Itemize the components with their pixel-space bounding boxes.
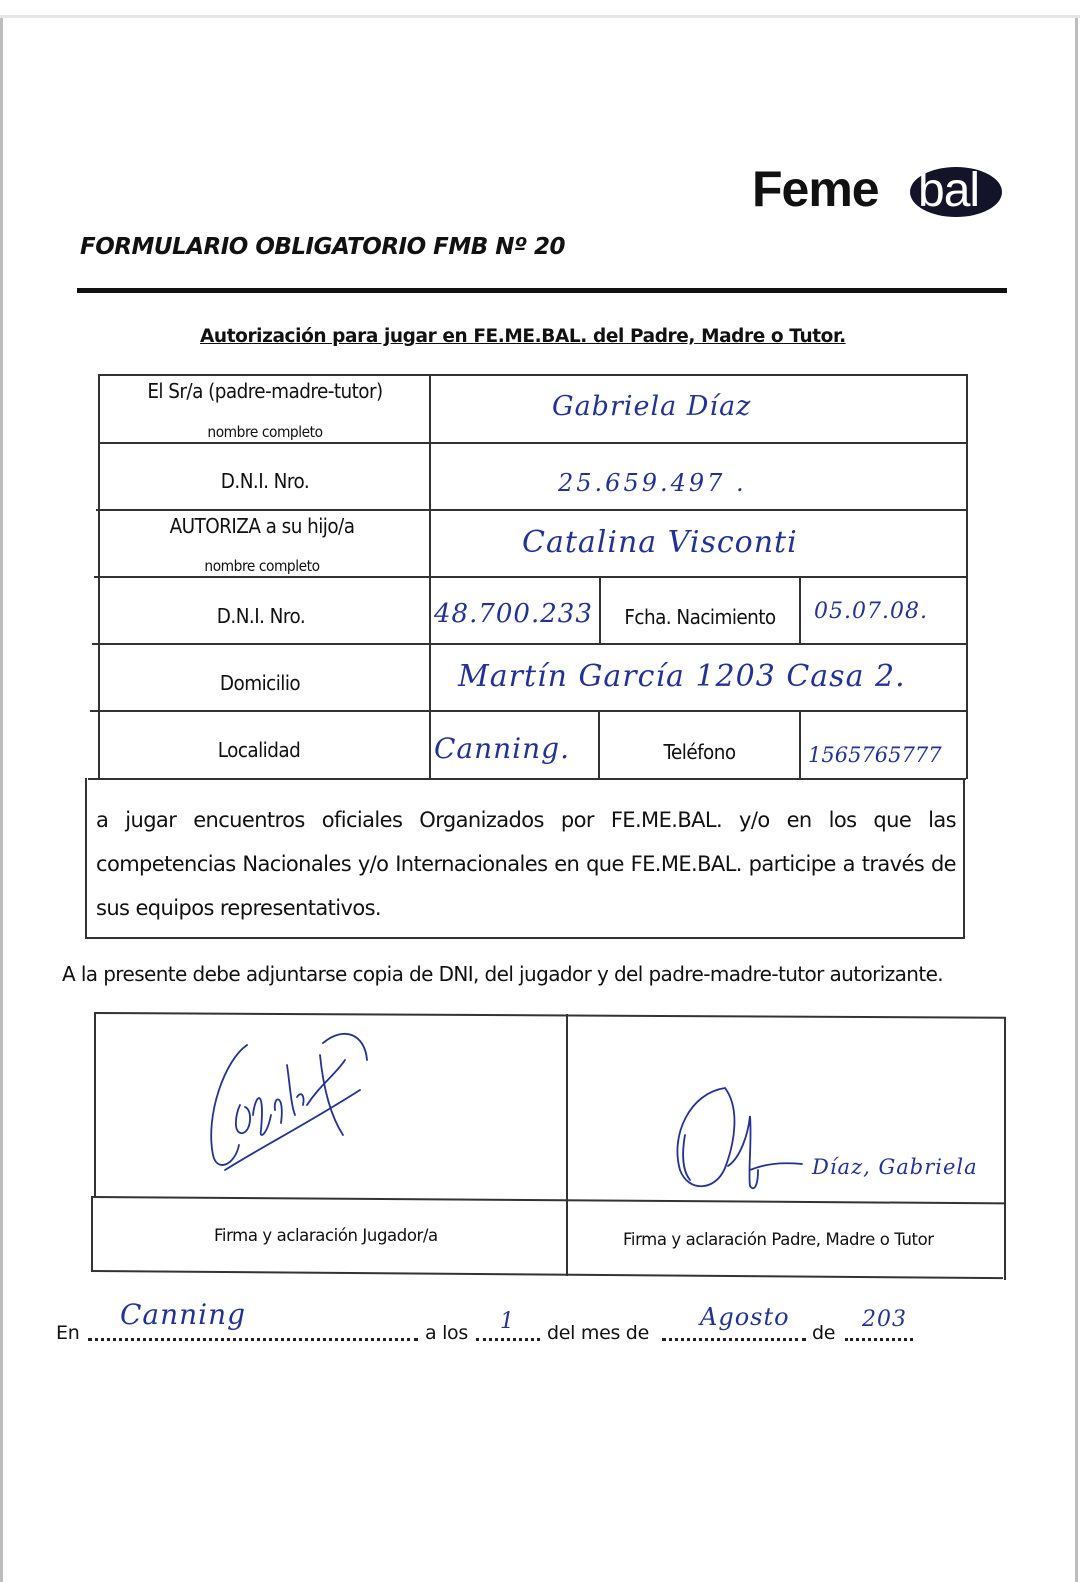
parent-label: El Sr/a (padre-madre-tutor) bbox=[147, 379, 383, 403]
title-rule bbox=[77, 288, 1007, 293]
table-border bbox=[91, 1270, 1003, 1279]
locality-label: Localidad bbox=[217, 738, 301, 762]
femebal-logo bbox=[752, 162, 1002, 222]
parent-signature[interactable] bbox=[670, 1080, 810, 1195]
closing-mes-label: del mes de bbox=[547, 1322, 649, 1344]
parent-signature-clarification: Díaz, Gabriela bbox=[812, 1155, 978, 1179]
year-dotted-line bbox=[845, 1338, 913, 1341]
table-border bbox=[799, 577, 801, 644]
table-border bbox=[429, 374, 431, 780]
player-signature[interactable] bbox=[195, 1015, 395, 1185]
table-border bbox=[93, 1196, 1005, 1204]
table-border bbox=[85, 937, 965, 939]
table-border bbox=[92, 643, 968, 645]
table-border bbox=[799, 711, 801, 780]
signature-strokes bbox=[211, 1034, 367, 1170]
scan-edge-left bbox=[0, 18, 3, 1582]
logo-text-feme: Feme bbox=[752, 161, 879, 217]
signature-strokes bbox=[677, 1088, 802, 1188]
phone-field[interactable]: 1565765777 bbox=[808, 743, 942, 767]
closing-en-label: En bbox=[56, 1322, 80, 1344]
table-border bbox=[98, 442, 968, 444]
child-sublabel: nombre completo bbox=[204, 557, 320, 575]
parent-name-field[interactable]: Gabriela Díaz bbox=[552, 391, 752, 422]
authorization-text: a jugar encuentros oficiales Organizados por FE.ME.BAL. y/o en los que las competencias Nacionales y/o Internacionales en que FE.ME.BAL. participe a través de sus equipos representativos. bbox=[96, 808, 956, 920]
table-border bbox=[85, 778, 87, 939]
table-border bbox=[966, 374, 968, 779]
table-border bbox=[599, 577, 601, 644]
birthdate-label: Fcha. Nacimiento bbox=[624, 605, 776, 629]
parent-signature-label: Firma y aclaración Padre, Madre o Tutor bbox=[623, 1230, 934, 1249]
parent-dni-field[interactable]: 25.659.497 . bbox=[558, 469, 747, 497]
player-signature-label: Firma y aclaración Jugador/a bbox=[214, 1226, 438, 1245]
attachment-note: A la presente debe adjuntarse copia de DNI, del jugador y del padre-madre-tutor autorizante. bbox=[62, 962, 944, 986]
phone-label: Teléfono bbox=[663, 740, 736, 764]
table-border bbox=[98, 374, 100, 778]
table-border bbox=[94, 576, 968, 578]
child-dni-label: D.N.I. Nro. bbox=[216, 604, 306, 628]
table-border bbox=[90, 710, 967, 712]
child-label: AUTORIZA a su hijo/a bbox=[169, 514, 355, 538]
parent-dni-label: D.N.I. Nro. bbox=[220, 469, 310, 493]
table-border bbox=[963, 778, 965, 939]
child-dni-field[interactable]: 48.700.233 bbox=[434, 599, 593, 629]
day-dotted-line bbox=[476, 1338, 540, 1341]
table-border bbox=[96, 509, 968, 511]
year-field[interactable]: 203 bbox=[862, 1307, 907, 1332]
closing-a-los-label: a los bbox=[425, 1322, 468, 1344]
locality-field[interactable]: Canning. bbox=[434, 732, 570, 765]
form-subtitle: Autorización para jugar en FE.ME.BAL. del Padre, Madre o Tutor. bbox=[200, 326, 846, 347]
address-label: Domicilio bbox=[219, 671, 301, 695]
place-field[interactable]: Canning bbox=[120, 1298, 247, 1331]
scan-edge-top bbox=[0, 15, 1080, 18]
scan-edge-right bbox=[1075, 18, 1078, 1582]
form-title: FORMULARIO OBLIGATORIO FMB Nº 20 bbox=[80, 234, 566, 260]
table-border bbox=[566, 1014, 568, 1276]
table-border bbox=[88, 778, 966, 780]
parent-sublabel: nombre completo bbox=[207, 423, 323, 441]
birthdate-field[interactable]: 05.07.08. bbox=[814, 599, 928, 624]
table-border bbox=[598, 711, 600, 780]
month-field[interactable]: Agosto bbox=[700, 1303, 790, 1331]
month-dotted-line bbox=[662, 1338, 806, 1341]
closing-de-label: de bbox=[812, 1322, 836, 1344]
day-field[interactable]: 1 bbox=[500, 1309, 515, 1334]
place-dotted-line bbox=[88, 1338, 418, 1341]
table-border bbox=[94, 1012, 96, 1198]
child-name-field[interactable]: Catalina Visconti bbox=[522, 525, 798, 560]
address-field[interactable]: Martín García 1203 Casa 2. bbox=[458, 659, 906, 694]
table-border bbox=[1004, 1018, 1006, 1280]
table-border bbox=[98, 374, 968, 376]
table-border bbox=[91, 1196, 93, 1272]
logo-text-bal: bal bbox=[918, 164, 980, 217]
